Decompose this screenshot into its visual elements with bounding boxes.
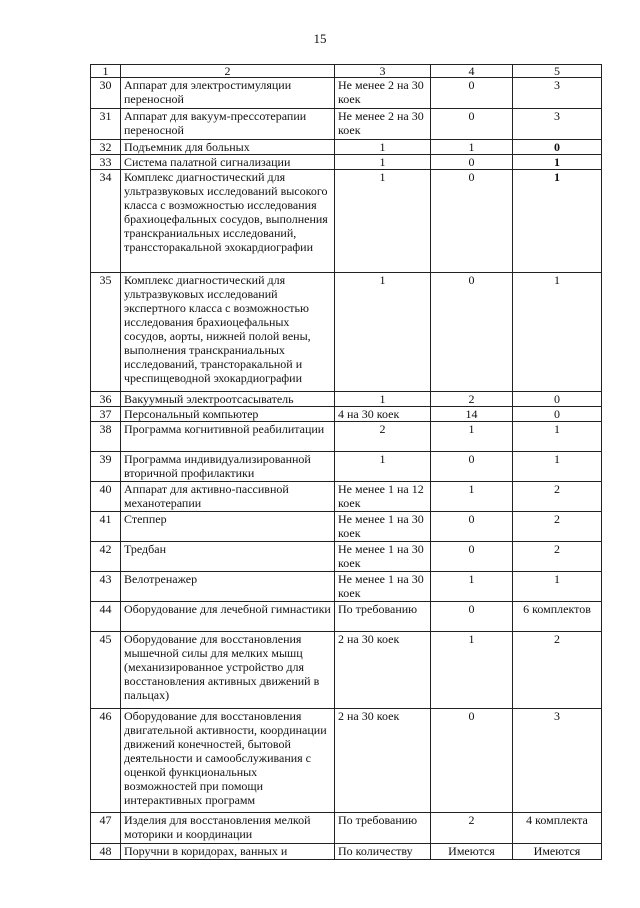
equipment-name: Персональный компьютер [121, 407, 335, 422]
table-row [91, 512, 602, 542]
required-quantity: 1 [335, 452, 431, 482]
row-number: 45 [91, 632, 121, 709]
row-number: 44 [91, 602, 121, 632]
row-number: 46 [91, 709, 121, 813]
table-row [91, 273, 602, 392]
column-4-value: 0 [431, 109, 513, 140]
required-quantity: Не менее 2 на 30 коек [335, 109, 431, 140]
table-row [91, 407, 602, 422]
column-header: 1 [91, 65, 121, 78]
equipment-name: Тредбан [121, 542, 335, 572]
column-4-value: 1 [431, 572, 513, 602]
row-number: 34 [91, 170, 121, 273]
column-5-value: 4 комплекта [513, 813, 602, 844]
row-number: 35 [91, 273, 121, 392]
table-row [91, 422, 602, 452]
column-4-value: 1 [431, 422, 513, 452]
column-4-value: Имеются [431, 844, 513, 860]
column-5-value: 1 [513, 155, 602, 170]
table-row [91, 170, 602, 273]
equipment-name: Аппарат для активно-пассивной механотерапии [121, 482, 335, 512]
row-number: 31 [91, 109, 121, 140]
equipment-name: Система палатной сигнализации [121, 155, 335, 170]
row-number: 30 [91, 78, 121, 109]
required-quantity: 1 [335, 392, 431, 407]
column-5-value: 2 [513, 482, 602, 512]
column-5-value: 2 [513, 632, 602, 709]
column-4-value: 0 [431, 602, 513, 632]
required-quantity: 1 [335, 170, 431, 273]
column-4-value: 0 [431, 709, 513, 813]
column-4-value: 2 [431, 392, 513, 407]
required-quantity: 2 на 30 коек [335, 632, 431, 709]
column-header: 5 [513, 65, 602, 78]
required-quantity: 2 на 30 коек [335, 709, 431, 813]
page-number: 15 [313, 31, 327, 46]
column-4-value: 1 [431, 632, 513, 709]
column-5-value: 1 [513, 452, 602, 482]
column-4-value: 0 [431, 512, 513, 542]
table-row [91, 78, 602, 109]
column-5-value: 0 [513, 140, 602, 155]
table-row [91, 813, 602, 844]
column-header: 4 [431, 65, 513, 78]
equipment-name: Программа индивидуализированной вторичной профилактики [121, 452, 335, 482]
column-4-value: 0 [431, 273, 513, 392]
row-number: 48 [91, 844, 121, 860]
column-4-value: 0 [431, 155, 513, 170]
column-5-value: 2 [513, 512, 602, 542]
equipment-name: Программа когнитивной реабилитации [121, 422, 335, 452]
equipment-name: Аппарат для электростимуляции переносной [121, 78, 335, 109]
equipment-name: Оборудование для восстановления мышечной силы для мелких мышц (механизированное устройство для восстановления активных движений в пальцах) [121, 632, 335, 709]
equipment-name: Оборудование для восстановления двигательной активности, координации движений конечностей, бытовой деятельности и самообслуживания с оценкой функциональных возможностей при помощи интерактивных программ [121, 709, 335, 813]
column-5-value: 2 [513, 542, 602, 572]
column-header: 2 [121, 65, 335, 78]
column-header: 3 [335, 65, 431, 78]
row-number: 42 [91, 542, 121, 572]
table-row [91, 542, 602, 572]
column-5-value: 0 [513, 407, 602, 422]
equipment-name: Аппарат для вакуум-прессотерапии переносной [121, 109, 335, 140]
row-number: 40 [91, 482, 121, 512]
table-row [91, 109, 602, 140]
column-4-value: 1 [431, 140, 513, 155]
equipment-name: Изделия для восстановления мелкой моторики и координации [121, 813, 335, 844]
row-number: 32 [91, 140, 121, 155]
equipment-name: Комплекс диагностический для ультразвуковых исследований высокого класса с возможностью исследования брахиоцефальных сосудов, выполнения транскраниальных исследований, транссторакальной эхокардиографии [121, 170, 335, 273]
required-quantity: 4 на 30 коек [335, 407, 431, 422]
column-4-value: 0 [431, 542, 513, 572]
column-5-value: 1 [513, 422, 602, 452]
equipment-name: Степпер [121, 512, 335, 542]
column-4-value: 0 [431, 170, 513, 273]
column-5-value: 1 [513, 170, 602, 273]
table-row [91, 572, 602, 602]
column-5-value: 1 [513, 273, 602, 392]
required-quantity: Не менее 2 на 30 коек [335, 78, 431, 109]
required-quantity: 2 [335, 422, 431, 452]
row-number: 38 [91, 422, 121, 452]
required-quantity: Не менее 1 на 30 коек [335, 512, 431, 542]
equipment-name: Комплекс диагностический для ультразвуковых исследований экспертного класса с возможностью исследования брахиоцефальных сосудов, аорты, нижней полой вены, выполнения транскраниальных исследований, трансторакальной и чреспищеводной эхокардиографии [121, 273, 335, 392]
header-row [91, 65, 602, 78]
column-5-value: 1 [513, 572, 602, 602]
table-row [91, 602, 602, 632]
column-5-value: 3 [513, 109, 602, 140]
table-row [91, 392, 602, 407]
column-5-value: 6 комплектов [513, 602, 602, 632]
equipment-name: Вакуумный электроотсасыватель [121, 392, 335, 407]
table-row [91, 140, 602, 155]
table-row [91, 482, 602, 512]
equipment-name: Подъемник для больных [121, 140, 335, 155]
equipment-name: Велотренажер [121, 572, 335, 602]
column-5-value: 0 [513, 392, 602, 407]
equipment-name: Поручни в коридорах, ванных и [121, 844, 335, 860]
required-quantity: По количеству [335, 844, 431, 860]
table-row [91, 844, 602, 860]
column-5-value: 3 [513, 78, 602, 109]
required-quantity: По требованию [335, 813, 431, 844]
required-quantity: Не менее 1 на 30 коек [335, 572, 431, 602]
equipment-table [90, 64, 602, 860]
required-quantity: 1 [335, 140, 431, 155]
row-number: 43 [91, 572, 121, 602]
column-4-value: 1 [431, 482, 513, 512]
column-4-value: 2 [431, 813, 513, 844]
column-4-value: 0 [431, 452, 513, 482]
table-row [91, 709, 602, 813]
required-quantity: Не менее 1 на 12 коек [335, 482, 431, 512]
column-5-value: Имеются [513, 844, 602, 860]
column-4-value: 0 [431, 78, 513, 109]
table-row [91, 452, 602, 482]
column-5-value: 3 [513, 709, 602, 813]
required-quantity: Не менее 1 на 30 коек [335, 542, 431, 572]
column-4-value: 14 [431, 407, 513, 422]
row-number: 39 [91, 452, 121, 482]
required-quantity: 1 [335, 273, 431, 392]
row-number: 33 [91, 155, 121, 170]
row-number: 37 [91, 407, 121, 422]
required-quantity: 1 [335, 155, 431, 170]
equipment-name: Оборудование для лечебной гимнастики [121, 602, 335, 632]
row-number: 36 [91, 392, 121, 407]
required-quantity: По требованию [335, 602, 431, 632]
table-row [91, 155, 602, 170]
row-number: 47 [91, 813, 121, 844]
row-number: 41 [91, 512, 121, 542]
table-row [91, 632, 602, 709]
